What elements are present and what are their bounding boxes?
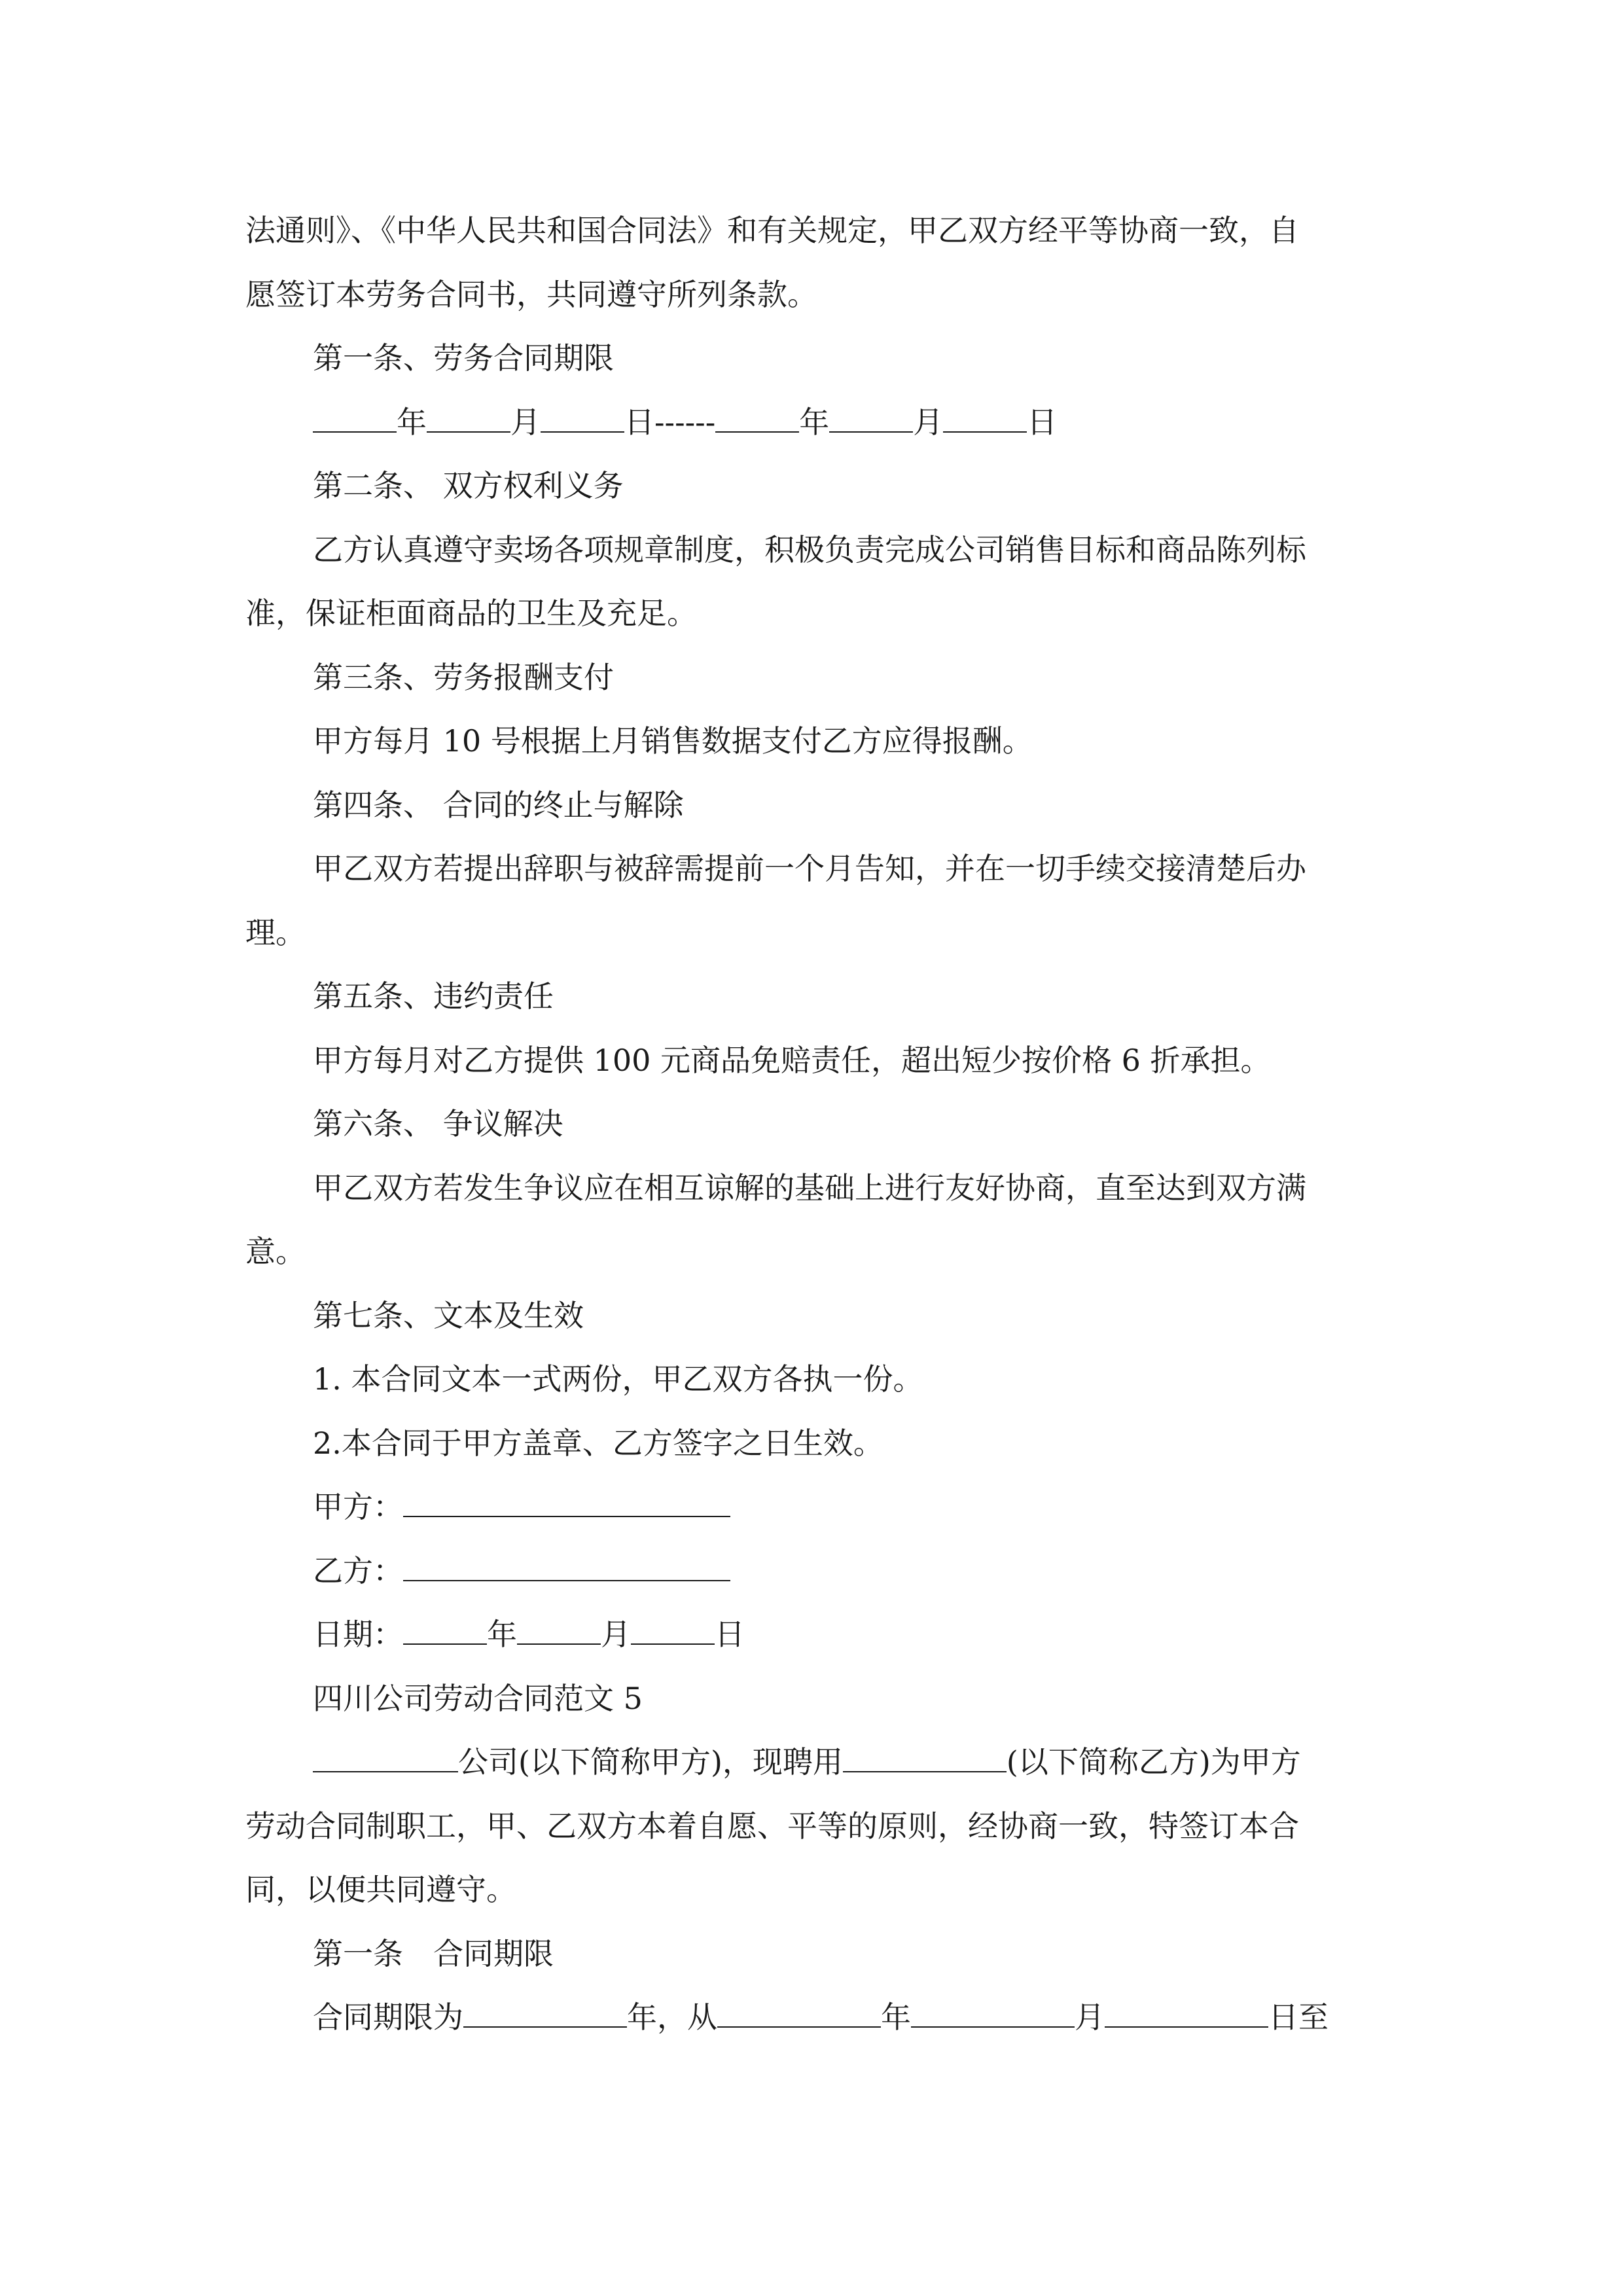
article-7-heading: 第七条、文本及生效 <box>313 1298 584 1333</box>
signature-date-line <box>313 1615 745 1654</box>
party-b-signature-line <box>313 1551 730 1590</box>
article-2-heading: 第二条、 双方权利义务 <box>313 468 624 503</box>
article-6-line-2: 意。 <box>245 1234 306 1269</box>
article-4-heading: 第四条、 合同的终止与解除 <box>313 787 684 823</box>
date-range-dash: ------ <box>654 404 716 440</box>
employee-name-blank <box>843 1745 1007 1772</box>
intro-line-2: 愿签订本劳务合同书，共同遵守所列条款。 <box>245 277 817 312</box>
sign-day-unit: 日 <box>715 1617 745 1652</box>
section-5-para-line-3: 同，以便共同遵守。 <box>245 1872 516 1907</box>
end-day-unit: 日 <box>1027 404 1058 440</box>
sign-day-blank <box>631 1617 715 1645</box>
section-5-title: 四川公司劳动合同范文 5 <box>313 1681 643 1716</box>
start-month-blank <box>427 405 510 433</box>
sign-month-blank <box>517 1617 601 1645</box>
date-label: 日期： <box>313 1617 403 1652</box>
party-a-label: 甲方： <box>313 1489 403 1524</box>
start-month-unit: 月 <box>510 404 541 440</box>
term-from-label: 年，从 <box>627 2000 717 2035</box>
start-day-unit: 日 <box>624 404 654 440</box>
party-a-signature-line <box>313 1487 730 1526</box>
term-label: 合同期限为 <box>313 2000 463 2035</box>
sign-year-unit: 年 <box>487 1617 517 1652</box>
term-start-year-blank <box>717 2000 881 2028</box>
party-b-label: 乙方： <box>313 1553 403 1588</box>
section-5-para-line-2: 劳动合同制职工，甲、乙双方本着自愿、平等的原则，经协商一致，特签订本合 <box>245 1808 1299 1844</box>
end-year-unit: 年 <box>799 404 830 440</box>
term-year-unit: 年 <box>881 2000 911 2035</box>
article-7-item-1: 1. 本合同文本一式两份，甲乙双方各执一份。 <box>313 1361 923 1397</box>
contract-term-line <box>313 1998 1329 2037</box>
section-5-para-part-a: 公司(以下简称甲方)，现聘用 <box>458 1744 843 1780</box>
end-month-unit: 月 <box>913 404 944 440</box>
start-year-unit: 年 <box>397 404 427 440</box>
article-6-heading: 第六条、 争议解决 <box>313 1106 563 1141</box>
start-day-blank <box>541 405 624 433</box>
term-month-unit: 月 <box>1075 2000 1105 2035</box>
article-2-line-1: 乙方认真遵守卖场各项规章制度，积极负责完成公司销售目标和商品陈列标 <box>313 532 1306 567</box>
section-5-para-part-b: (以下简称乙方)为甲方 <box>1006 1744 1301 1780</box>
end-year-blank <box>715 405 799 433</box>
article-4-line-2: 理。 <box>245 915 306 950</box>
article-3-heading: 第三条、劳务报酬支付 <box>313 660 614 695</box>
article-2-line-2: 准，保证柜面商品的卫生及充足。 <box>245 596 697 631</box>
section-5-para-line-1 <box>313 1742 1301 1782</box>
company-name-blank <box>313 1745 458 1772</box>
article-5-heading: 第五条、违约责任 <box>313 978 554 1014</box>
term-start-month-blank <box>911 2000 1075 2028</box>
party-a-blank <box>403 1490 730 1517</box>
article-5-line-1: 甲方每月对乙方提供 100 元商品免赔责任，超出短少按价格 6 折承担。 <box>313 1043 1271 1078</box>
article-1-date-range <box>313 403 1057 442</box>
end-day-blank <box>943 405 1027 433</box>
article-7-item-2: 2.本合同于甲方盖章、乙方签字之日生效。 <box>313 1426 883 1461</box>
article-4-line-1: 甲乙双方若提出辞职与被辞需提前一个月告知，并在一切手续交接清楚后办 <box>313 851 1306 886</box>
article-3-line-1: 甲方每月 10 号根据上月销售数据支付乙方应得报酬。 <box>313 723 1033 759</box>
article-6-line-1: 甲乙双方若发生争议应在相互谅解的基础上进行友好协商，直至达到双方满 <box>313 1170 1306 1206</box>
intro-line-1: 法通则》、《中华人民共和国合同法》和有关规定，甲乙双方经平等协商一致，自 <box>245 213 1299 248</box>
sign-month-unit: 月 <box>601 1617 631 1652</box>
section-5-article-1-heading: 第一条 合同期限 <box>313 1936 554 1971</box>
term-years-blank <box>463 2000 627 2028</box>
term-start-day-blank <box>1105 2000 1268 2028</box>
term-until-label: 日至 <box>1268 2000 1329 2035</box>
start-year-blank <box>313 405 397 433</box>
article-1-heading: 第一条、劳务合同期限 <box>313 340 614 376</box>
end-month-blank <box>829 405 913 433</box>
party-b-blank <box>403 1554 730 1581</box>
sign-year-blank <box>403 1617 487 1645</box>
